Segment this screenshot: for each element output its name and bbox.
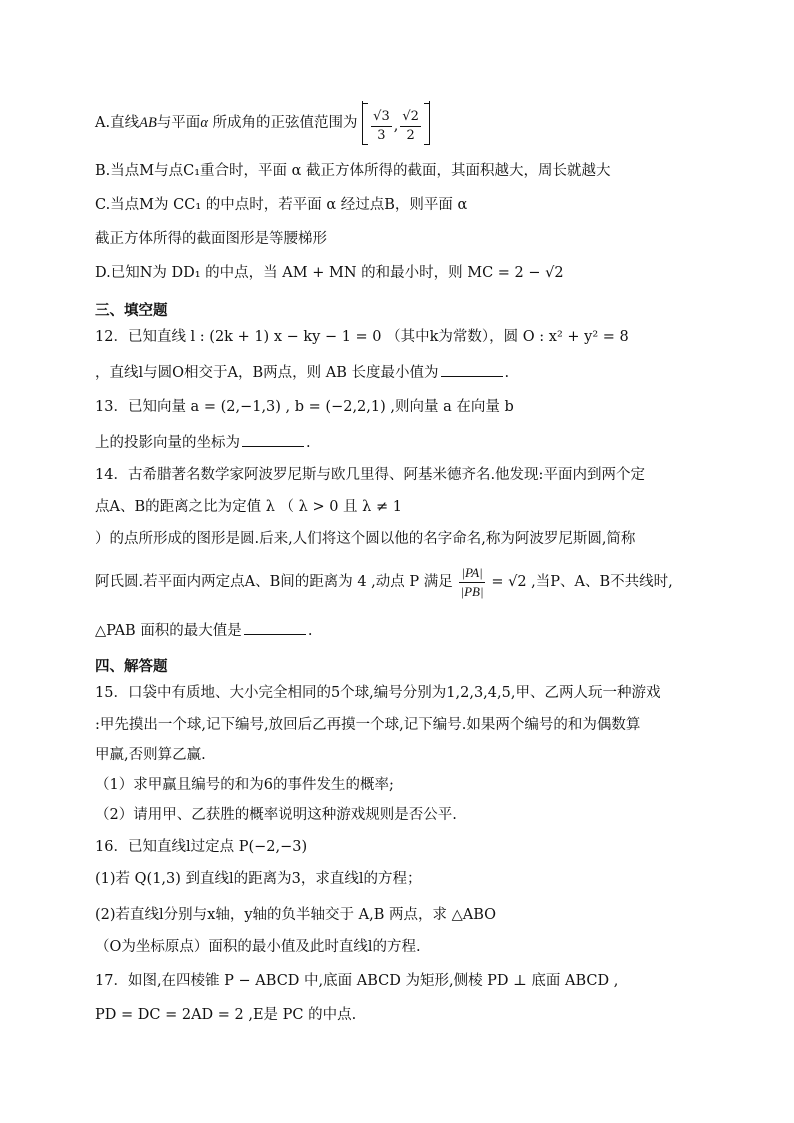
fraction-lower — [371, 108, 392, 145]
q14-line4-text: 阿氏圆.若平面内两定点A、B间的距离为 4 ,动点 P 满足 — [95, 574, 453, 590]
option-a-prefix: A.直线 — [95, 115, 140, 131]
option-a-mid: 与平面 — [156, 115, 201, 131]
option-a — [95, 100, 430, 146]
q14-answer-blank[interactable] — [244, 620, 306, 635]
section-4-title: 四、解答题 — [95, 659, 168, 675]
option-c-line2: 截正方体所得的截面图形是等腰梯形 — [95, 231, 327, 247]
frac-upper-den: 2 — [406, 127, 415, 143]
q14-line3: ）的点所形成的图形是圆.后来,人们将这个圆以他的名字命名,称为阿波罗尼斯圆,简称 — [95, 531, 636, 547]
option-a-rest: 所成角的正弦值范围为 — [207, 115, 358, 131]
q15-line2: :甲先摸出一个球,记下编号,放回后乙再摸一个球,记下编号.如果两个编号的和为偶数算 — [95, 717, 641, 733]
q16-line4: （O为坐标原点）面积的最小值及此时直线l的方程. — [95, 939, 421, 955]
ratio-den: |PB| — [460, 583, 484, 599]
option-a-alpha: α — [200, 115, 208, 131]
option-d: D.已知N为 DD₁ 的中点，当 AM + MN 的和最小时，则 MC = 2 − √2 — [95, 265, 564, 281]
q14-line4 — [95, 560, 673, 604]
q15-line3: 甲赢,否则算乙赢. — [95, 747, 206, 763]
q13-answer-blank[interactable] — [242, 432, 304, 447]
q14-line5 — [95, 620, 312, 642]
q15-line1: 15．口袋中有质地、大小完全相同的5个球,编号分别为1,2,3,4,5,甲、乙两人玩一种游戏 — [95, 685, 661, 701]
q15-line4: （1）求甲赢且编号的和为6的事件发生的概率; — [95, 777, 394, 793]
q14-line5-text: △PAB 面积的最大值是 — [95, 623, 242, 639]
q17-line1: 17．如图,在四棱锥 P − ABCD 中,底面 ABCD 为矩形,侧棱 PD ⊥ 底面 ABCD , — [95, 973, 619, 989]
q13-line2-end: . — [306, 435, 311, 451]
q12-line2 — [95, 362, 509, 384]
q16-line1: 16．已知直线l过定点 P(−2,−3) — [95, 839, 308, 855]
q14-line2: 点A、B的距离之比为定值 λ （ λ > 0 且 λ ≠ 1 — [95, 499, 402, 515]
q16-line2: (1)若 Q(1,3) 到直线l的距离为3，求直线l的方程； — [95, 871, 422, 887]
interval-bracket: $\frac{√3}{3}$ , $\frac{√2}{2}$ — [362, 101, 430, 145]
option-b: B.当点M与点C₁重合时，平面 α 截正方体所得的截面，其面积越大，周长就越大 — [95, 163, 611, 179]
q12-answer-blank[interactable] — [441, 362, 503, 377]
option-c-line1: C.当点M为 CC₁ 的中点时，若平面 α 经过点B，则平面 α — [95, 197, 468, 213]
q13-line1: 13．已知向量 a = (2,−1,3) , b = (−2,2,1) ,则向量 a 在向量 b — [95, 399, 514, 415]
q12-line2-text: ，直线l与圆O相交于A，B两点，则 AB 长度最小值为 — [95, 365, 439, 381]
option-a-ab: AB — [139, 115, 157, 131]
section-3-title: 三、填空题 — [95, 303, 168, 319]
q14-line1: 14．古希腊著名数学家阿波罗尼斯与欧几里得、阿基米德齐名.他发现:平面内到两个定 — [95, 467, 645, 483]
q14-line4-end: = √2 ,当P、A、B不共线时, — [491, 574, 673, 590]
q14-line5-end: . — [307, 623, 313, 639]
q12-line1: 12．已知直线 l : (2k + 1) x − ky − 1 = 0 （其中k为常数），圆 O : x² + y² = 8 — [95, 329, 629, 345]
q13-line2-text: 上的投影向量的坐标为 — [95, 435, 240, 451]
frac-lower-den: 3 — [377, 127, 386, 143]
q15-line5: （2）请用甲、乙获胜的概率说明这种游戏规则是否公平. — [95, 807, 457, 823]
frac-upper-num: √2 — [400, 108, 421, 127]
q13-line2 — [95, 432, 311, 454]
q17-line2: PD = DC = 2AD = 2 ,E是 PC 的中点. — [95, 1007, 357, 1023]
fraction-upper — [400, 108, 421, 145]
ratio-fraction — [459, 564, 484, 601]
q12-line2-end: . — [504, 365, 510, 381]
frac-lower-num: √3 — [371, 108, 392, 127]
q16-line3: (2)若直线l分别与x轴，y轴的负半轴交于 A,B 两点，求 △ABO — [95, 907, 497, 923]
ratio-num: |PA| — [459, 564, 484, 583]
